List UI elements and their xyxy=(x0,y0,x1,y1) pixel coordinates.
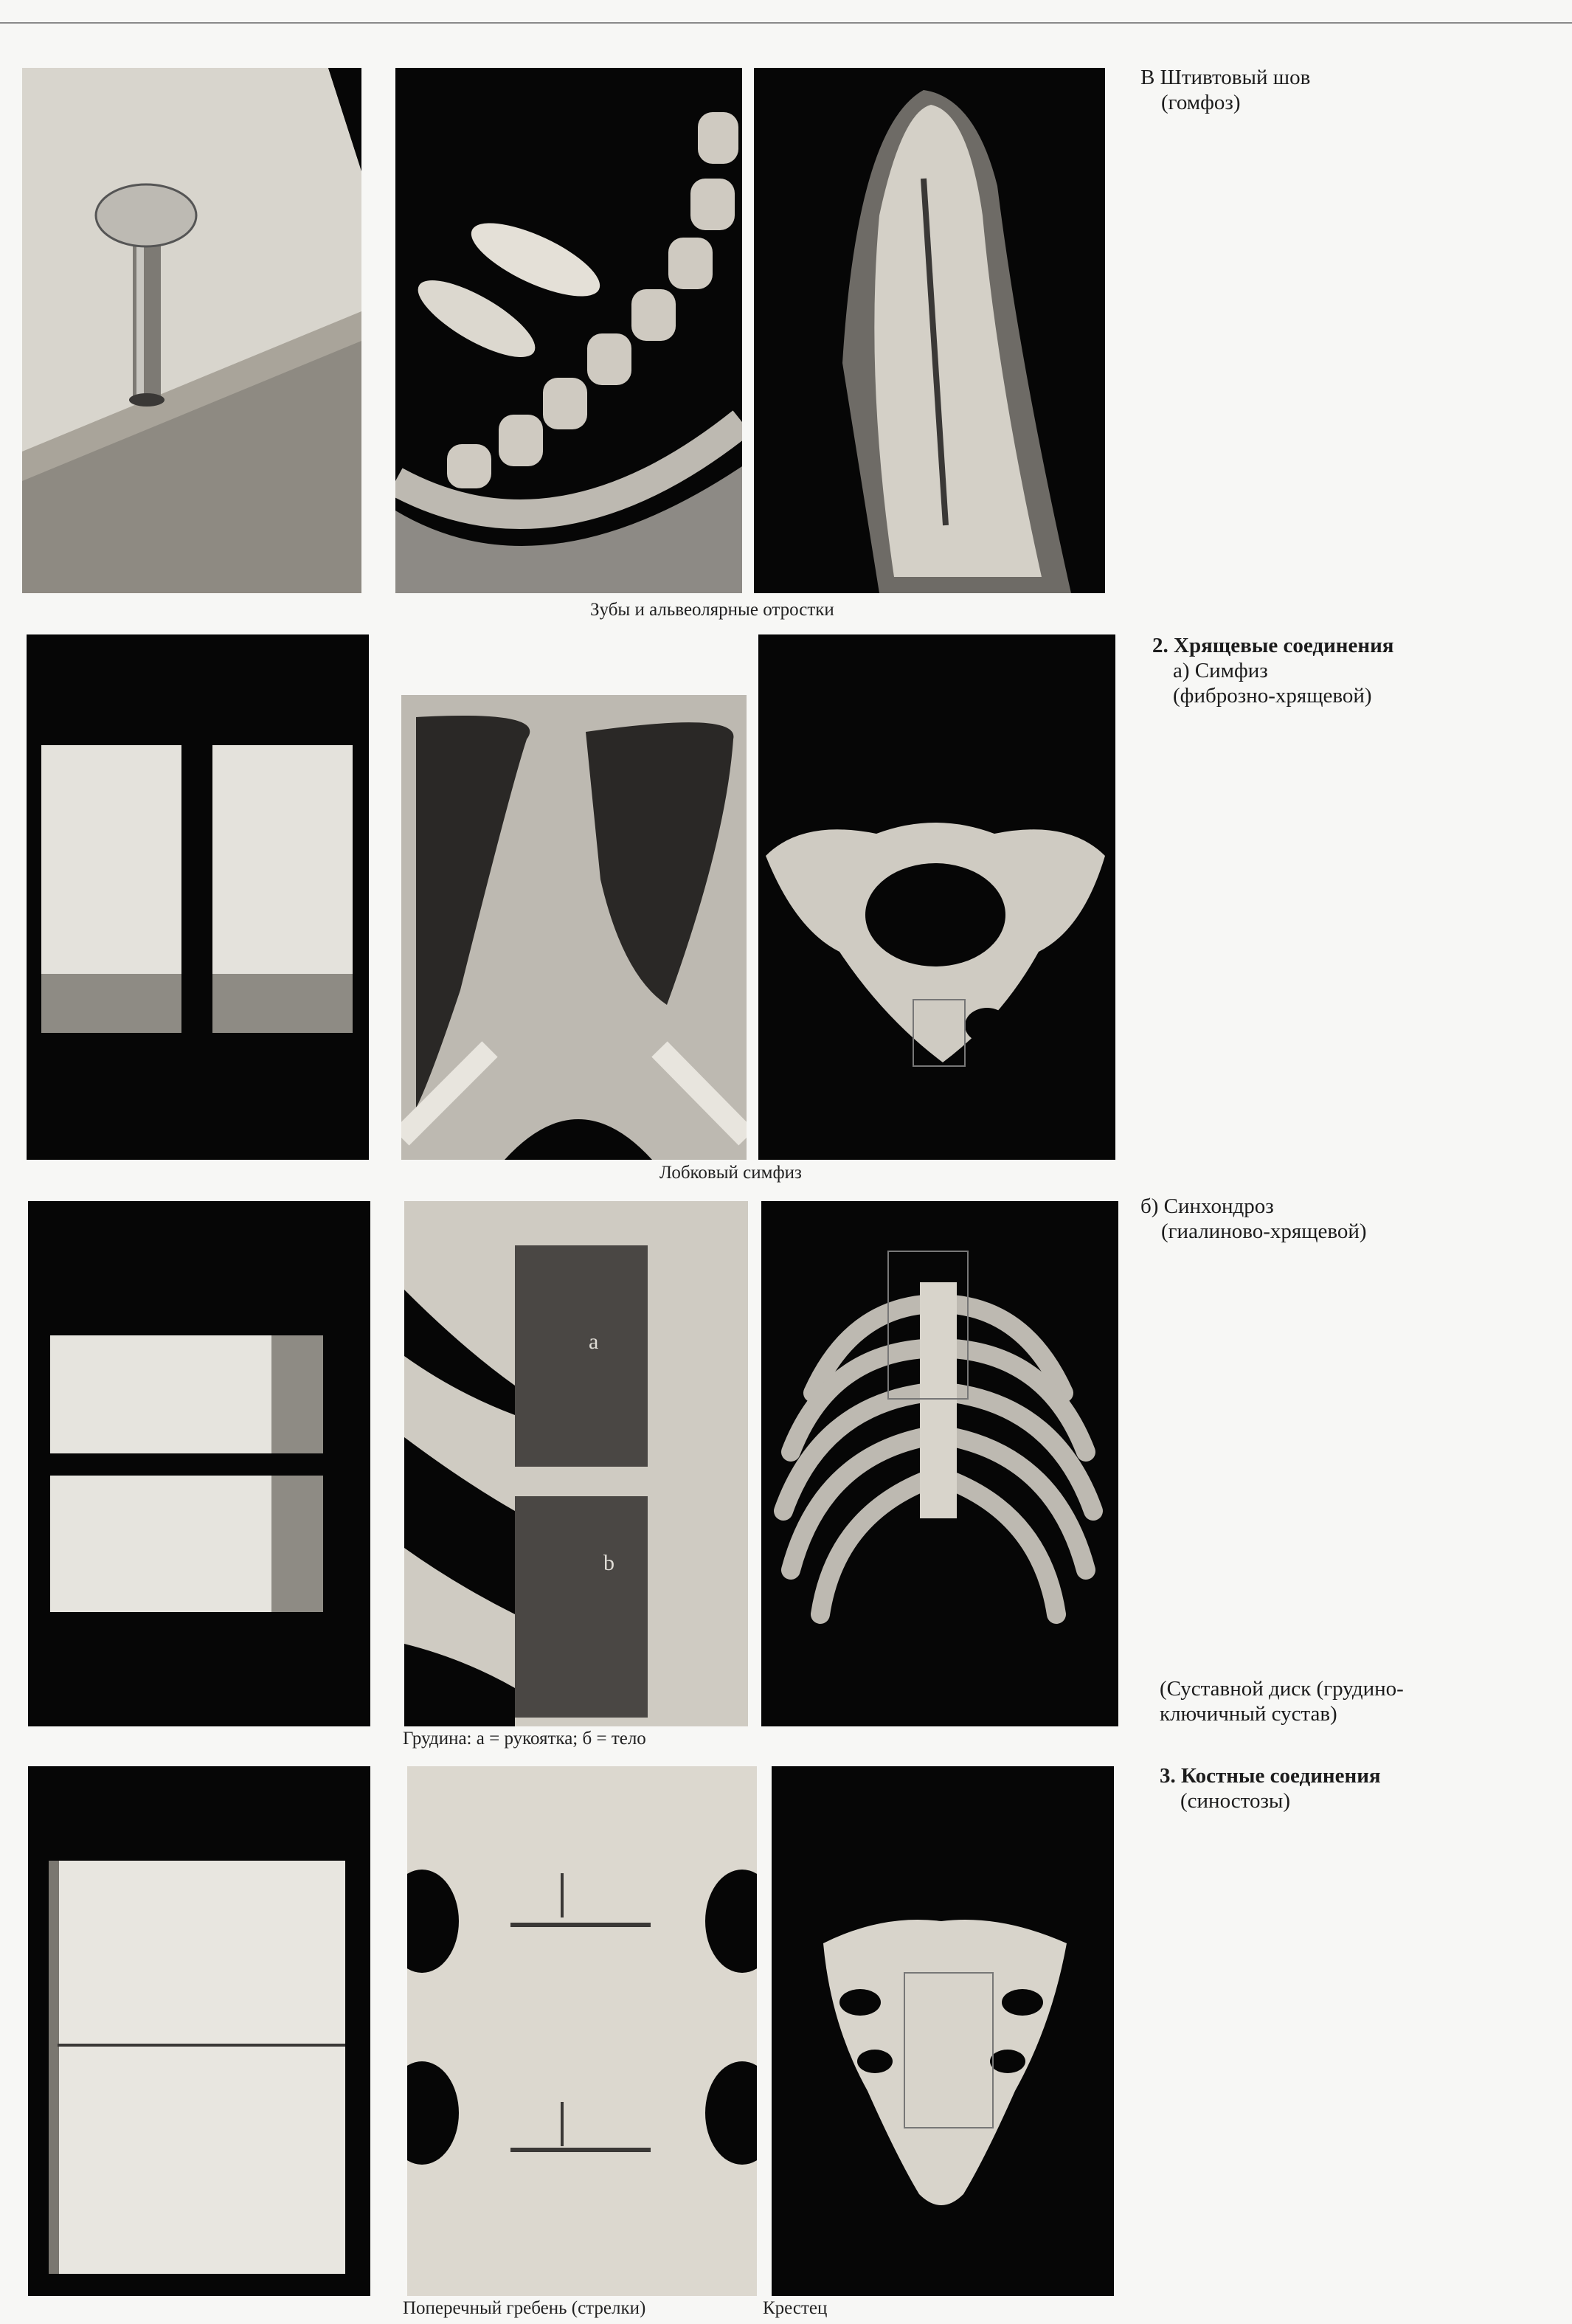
manubrium-label: а xyxy=(589,1329,599,1354)
caption-sternum: Грудина: а = рукоятка; б = тело xyxy=(403,1729,646,1749)
gomphosis-sub: (гомфоз) xyxy=(1161,91,1241,114)
section-gomphosis xyxy=(1140,65,1310,115)
caption-pubic-symphysis: Лобковый симфиз xyxy=(659,1163,802,1183)
symphysis-sub: (фиброзно-хрящевой) xyxy=(1173,684,1372,708)
symphysis-block-model-photo xyxy=(27,634,369,1160)
pubic-symphysis-photo xyxy=(401,695,747,1160)
articular-disc-note-line2: ключичный сустав) xyxy=(1160,1702,1337,1726)
vertebrae-fusion-photo xyxy=(407,1766,757,2296)
articular-disc-note-line1: (Суставной диск (грудино- xyxy=(1160,1677,1404,1701)
synostosis-sub: (синостозы) xyxy=(1180,1789,1291,1813)
synchondrosis-sub: (гиалиново-хрящевой) xyxy=(1161,1220,1367,1243)
section-synchondrosis xyxy=(1140,1194,1367,1244)
sacrum-photo xyxy=(772,1766,1114,2296)
caption-transverse-ridge: Поперечный гребень (стрелки) xyxy=(403,2298,646,2318)
section-cartilaginous xyxy=(1152,633,1393,708)
section-synostosis xyxy=(1160,1763,1381,1813)
sternal-body-label: b xyxy=(603,1551,614,1575)
pelvis-photo xyxy=(758,634,1115,1160)
gomphosis-heading: В Штивтовый шов xyxy=(1140,66,1311,89)
synchondrosis-label: б) Синхондроз xyxy=(1140,1194,1274,1218)
synostosis-block-model-photo xyxy=(28,1766,370,2296)
sternum-photo xyxy=(404,1201,748,1726)
teeth-jaw-photo xyxy=(395,68,742,593)
articular-disc-note xyxy=(1160,1676,1404,1726)
tooth-section-photo xyxy=(754,68,1105,593)
caption-teeth: Зубы и альвеолярные отростки xyxy=(590,600,834,620)
cartilaginous-heading: 2. Хрящевые соединения xyxy=(1152,634,1394,657)
top-rule xyxy=(0,22,1572,24)
synostosis-heading: 3. Костные соединения xyxy=(1160,1764,1381,1788)
rib-cage-photo xyxy=(761,1201,1118,1726)
symphysis-label: а) Симфиз xyxy=(1173,659,1268,682)
nail-model-photo xyxy=(22,68,361,593)
caption-sacrum: Крестец xyxy=(763,2298,828,2318)
synchondrosis-block-model-photo xyxy=(28,1201,370,1726)
